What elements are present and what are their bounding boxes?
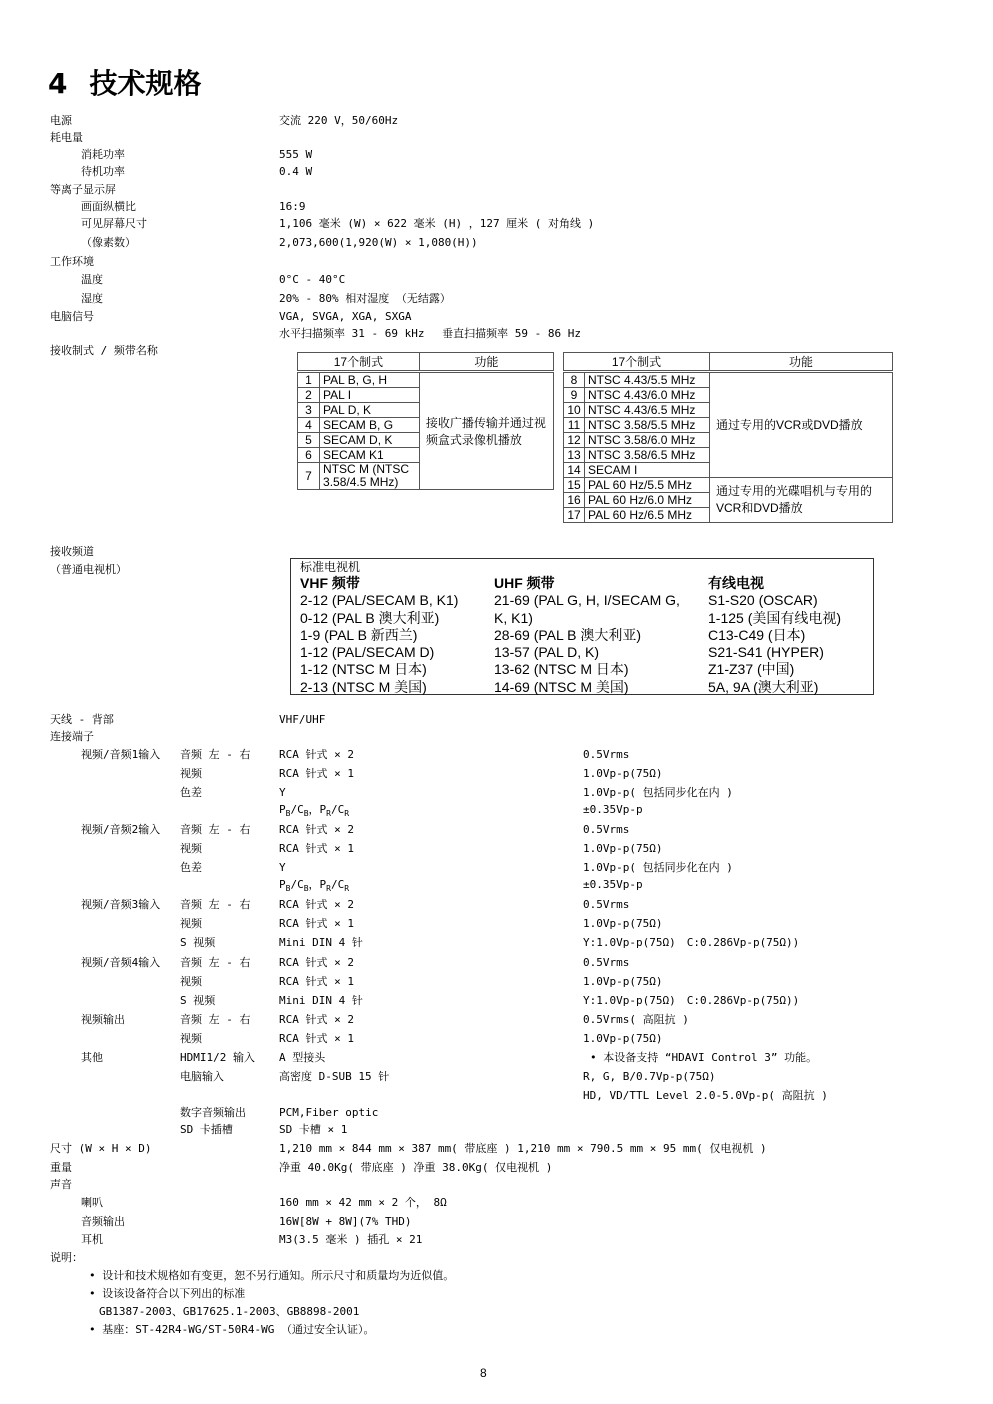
consumption-rated-label: 消耗功率 [81, 148, 125, 161]
av4-audio-spec: 0.5Vrms [583, 956, 630, 969]
system-number: 8 [564, 372, 585, 388]
av2-pbpr-spec: ±0.35Vp-p [583, 878, 643, 891]
screen-size-label: 可见屏幕尺寸 [81, 217, 147, 230]
sound-label: 声音 [50, 1178, 72, 1191]
dimensions-value: 1,210 mm × 844 mm × 387 mm( 带底座 ) 1,210 mm × 790.5 mm × 95 mm( 仅电视机 ) [279, 1142, 767, 1155]
aspect-value: 16:9 [279, 200, 306, 213]
table-row [564, 478, 893, 493]
list-item: 5A, 9A (澳大利亚) [708, 678, 819, 695]
system-number: 3 [298, 403, 320, 418]
av4-audio-label: 音频 左 - 右 [180, 956, 251, 969]
system-name: PAL I [320, 388, 420, 403]
pc-in-spec-sync: HD, VD/TTL Level 2.0-5.0Vp-p( 高阻抗 ) [583, 1089, 828, 1102]
av4-svideo-label: S 视频 [180, 994, 216, 1007]
av1-y-connector: Y [279, 786, 286, 799]
system-name: NTSC 3.58/6.0 MHz [585, 433, 710, 448]
av1-label: 视频/音频1输入 [81, 748, 161, 761]
av4-label: 视频/音频4输入 [81, 956, 161, 969]
note-item: • 设计和技术规格如有变更，恕不另行通知。所示尺寸和质量均为近似值。 [89, 1269, 455, 1282]
av3-audio-connector: RCA 针式 × 2 [279, 898, 354, 911]
system-number: 11 [564, 418, 585, 433]
system-number: 15 [564, 478, 585, 493]
pbpr-text: /C [290, 878, 304, 891]
av3-audio-label: 音频 左 - 右 [180, 898, 251, 911]
pbpr-text: P [279, 803, 286, 816]
av3-label: 视频/音频3输入 [81, 898, 161, 911]
list-item: Z1-Z37 (中国) [708, 661, 795, 678]
speaker-label: 喇叭 [81, 1196, 103, 1209]
av1-video-spec: 1.0Vp-p(75Ω) [583, 767, 663, 780]
vhf-column [300, 575, 458, 696]
system-name: SECAM B, G [320, 418, 420, 433]
pbpr-text: P [279, 878, 286, 891]
av2-audio-spec: 0.5Vrms [583, 823, 630, 836]
table-row [298, 372, 554, 388]
system-number: 4 [298, 418, 320, 433]
weight-label: 重量 [50, 1161, 72, 1174]
aspect-label: 画面纵横比 [81, 200, 136, 213]
list-item: 2-13 (NTSC M 美国) [300, 678, 427, 695]
channels-label: 接收频道 [50, 545, 94, 558]
system-number: 1 [298, 372, 320, 388]
uhf-header: UHF 频带 [494, 575, 555, 591]
channels-box-heading: 标准电视机 [300, 560, 361, 574]
pbpr-text: ，P [308, 803, 327, 816]
pbpr-sub: R [326, 809, 331, 818]
temperature-label: 温度 [81, 273, 103, 286]
av4-svideo-spec: Y:1.0Vp-p(75Ω) C:0.286Vp-p(75Ω)) [583, 994, 800, 1007]
vout-video-spec: 1.0Vp-p(75Ω) [583, 1032, 663, 1045]
system-number: 12 [564, 433, 585, 448]
list-item: 13-62 (NTSC M 日本) [494, 661, 629, 678]
system-number: 7 [298, 463, 320, 490]
channels-box [290, 558, 874, 695]
pbpr-text: ，P [308, 878, 327, 891]
system-name: NTSC 3.58/5.5 MHz [585, 418, 710, 433]
system-number: 17 [564, 508, 585, 523]
system-name: NTSC M (NTSC 3.58/4.5 MHz) [320, 463, 420, 490]
system-number: 6 [298, 448, 320, 463]
consumption-standby-label: 待机功率 [81, 165, 125, 178]
pc-in-label: 电脑输入 [180, 1070, 224, 1083]
list-item: 1-9 (PAL B 新西兰) [300, 626, 418, 643]
av1-video-label: 视频 [180, 767, 202, 780]
vout-audio-label: 音频 左 - 右 [180, 1013, 251, 1026]
pc-in-spec-rgb: R, G, B/0.7Vp-p(75Ω) [583, 1070, 716, 1083]
col-system-header: 17个制式 [564, 353, 710, 372]
temperature-value: 0°C - 40°C [279, 273, 346, 286]
pc-scan-value: 水平扫描频率 31 - 69 kHz 垂直扫描频率 59 - 86 Hz [279, 327, 581, 340]
list-item: C13-C49 (日本) [708, 626, 806, 643]
pbpr-sub: R [326, 884, 331, 893]
system-number: 14 [564, 463, 585, 478]
consumption-standby-value: 0.4 W [279, 165, 313, 178]
antenna-value: VHF/UHF [279, 713, 326, 726]
list-item: S1-S20 (OSCAR) [708, 592, 818, 609]
system-name: NTSC 4.43/6.5 MHz [585, 403, 710, 418]
col-system-header: 17个制式 [298, 353, 420, 372]
pixels-value: 2,073,600(1,920(W) × 1,080(H)) [279, 236, 478, 249]
pbpr-sub: B [285, 809, 291, 818]
system-name: PAL 60 Hz/6.0 MHz [585, 493, 710, 508]
av1-audio-connector: RCA 针式 × 2 [279, 748, 354, 761]
av3-video-connector: RCA 针式 × 1 [279, 917, 354, 930]
av1-component-label: 色差 [180, 786, 202, 799]
headphone-label: 耳机 [81, 1233, 103, 1246]
other-label: 其他 [81, 1051, 103, 1064]
pc-signal-label: 电脑信号 [50, 310, 94, 323]
av2-audio-connector: RCA 针式 × 2 [279, 823, 354, 836]
col-function-header: 功能 [710, 353, 893, 372]
av3-video-label: 视频 [180, 917, 202, 930]
audio-out-label: 音频输出 [81, 1215, 125, 1228]
right-function-1: 通过专用的VCR或DVD播放 [710, 372, 893, 478]
pbpr-sub: B [285, 884, 291, 893]
av1-pbpr-spec: ±0.35Vp-p [583, 803, 643, 816]
sd-label: SD 卡插槽 [180, 1123, 233, 1136]
humidity-label: 湿度 [81, 292, 103, 305]
section-title: 技术规格 [89, 67, 202, 100]
vout-label: 视频输出 [81, 1013, 125, 1026]
system-number: 2 [298, 388, 320, 403]
systems-table-right [563, 352, 893, 523]
vout-audio-connector: RCA 针式 × 2 [279, 1013, 354, 1026]
av2-video-spec: 1.0Vp-p(75Ω) [583, 842, 663, 855]
av4-svideo-connector: Mini DIN 4 针 [279, 994, 363, 1007]
av1-video-connector: RCA 针式 × 1 [279, 767, 354, 780]
av2-pbpr-connector [279, 878, 349, 896]
pbpr-text: /C [330, 803, 345, 816]
left-function: 接收广播传输并通过视频盒式录像机播放 [419, 372, 553, 490]
av3-svideo-spec: Y:1.0Vp-p(75Ω) C:0.286Vp-p(75Ω)) [583, 936, 800, 949]
system-name: NTSC 3.58/6.5 MHz [585, 448, 710, 463]
environment-label: 工作环境 [50, 255, 94, 268]
list-item: S21-S41 (HYPER) [708, 644, 824, 661]
audio-out-value: 16W[8W + 8W](7% THD) [279, 1215, 412, 1228]
pbpr-text: /C [330, 878, 345, 891]
power-label: 电源 [50, 114, 72, 127]
av1-pbpr-connector [279, 803, 349, 821]
av3-svideo-label: S 视频 [180, 936, 216, 949]
antenna-label: 天线 - 背部 [50, 713, 114, 726]
vout-video-label: 视频 [180, 1032, 202, 1045]
consumption-rated-value: 555 W [279, 148, 313, 161]
terminals-label: 连接端子 [50, 730, 94, 743]
system-name: PAL 60 Hz/6.5 MHz [585, 508, 710, 523]
av3-audio-spec: 0.5Vrms [583, 898, 630, 911]
vhf-header: VHF 频带 [300, 575, 360, 591]
system-name: SECAM I [585, 463, 710, 478]
list-item: K, K1) [494, 609, 533, 626]
page-title [48, 66, 202, 102]
system-name: SECAM K1 [320, 448, 420, 463]
system-number: 5 [298, 433, 320, 448]
channels-sub-label: （普通电视机） [50, 563, 127, 576]
headphone-value: M3(3.5 毫米 ) 插孔 × 21 [279, 1233, 423, 1246]
av2-label: 视频/音频2输入 [81, 823, 161, 836]
table-row [564, 372, 893, 388]
system-name: PAL B, G, H [320, 372, 420, 388]
power-value: 交流 220 V，50/60Hz [279, 114, 399, 127]
section-number: 4 [48, 67, 68, 100]
sd-value: SD 卡槽 × 1 [279, 1123, 348, 1136]
right-function-2: 通过专用的光碟唱机与专用的VCR和DVD播放 [710, 478, 893, 523]
system-number: 10 [564, 403, 585, 418]
cable-header: 有线电视 [708, 575, 764, 591]
vout-audio-spec: 0.5Vrms( 高阻抗 ) [583, 1013, 689, 1026]
list-item: 1-12 (NTSC M 日本) [300, 661, 427, 678]
dimensions-label: 尺寸 (W × H × D) [50, 1142, 152, 1155]
humidity-value: 20% - 80% 相对湿度 （无结露） [279, 292, 451, 305]
system-name: PAL D, K [320, 403, 420, 418]
system-name: NTSC 4.43/5.5 MHz [585, 372, 710, 388]
note-item: GB1387-2003、GB17625.1-2003、GB8898-2001 [99, 1305, 360, 1318]
av2-audio-label: 音频 左 - 右 [180, 823, 251, 836]
hdmi-label: HDMI1/2 输入 [180, 1051, 255, 1064]
note-item: • 设该设备符合以下列出的标准 [89, 1287, 246, 1300]
pc-in-value: 高密度 D-SUB 15 针 [279, 1070, 390, 1083]
cable-column [708, 575, 841, 696]
av3-video-spec: 1.0Vp-p(75Ω) [583, 917, 663, 930]
digital-audio-label: 数字音频输出 [180, 1106, 246, 1119]
system-name: PAL 60 Hz/5.5 MHz [585, 478, 710, 493]
pbpr-sub: R [344, 809, 350, 818]
system-number: 9 [564, 388, 585, 403]
note-item: • 基座：ST-42R4-WG/ST-50R4-WG （通过安全认证）。 [89, 1323, 375, 1336]
vout-video-connector: RCA 针式 × 1 [279, 1032, 354, 1045]
pixels-label: （像素数） [81, 236, 136, 249]
system-number: 13 [564, 448, 585, 463]
av1-y-spec: 1.0Vp-p( 包括同步化在内 ) [583, 786, 733, 799]
page-number: 8 [480, 1366, 487, 1380]
speaker-value: 160 mm × 42 mm × 2 个， 8Ω [279, 1196, 447, 1209]
hdmi-note: • 本设备支持 “HDAVI Control 3” 功能。 [590, 1051, 818, 1064]
av4-video-label: 视频 [180, 975, 202, 988]
av2-y-connector: Y [279, 861, 286, 874]
list-item: 1-12 (PAL/SECAM D) [300, 644, 435, 661]
av2-video-label: 视频 [180, 842, 202, 855]
av2-video-connector: RCA 针式 × 1 [279, 842, 354, 855]
systems-table-left [297, 352, 554, 490]
col-function-header: 功能 [419, 353, 553, 372]
panel-label: 等离子显示屏 [50, 183, 116, 196]
pbpr-text: /C [290, 803, 304, 816]
system-name: NTSC 4.43/6.0 MHz [585, 388, 710, 403]
av2-y-spec: 1.0Vp-p( 包括同步化在内 ) [583, 861, 733, 874]
consumption-label: 耗电量 [50, 131, 83, 144]
notes-label: 说明： [50, 1251, 83, 1264]
pbpr-sub: R [344, 884, 350, 893]
screen-size-value: 1,106 毫米 (W) × 622 毫米 (H) ，127 厘米 ( 对角线 ) [279, 217, 595, 230]
list-item: 14-69 (NTSC M 美国) [494, 678, 629, 695]
av3-svideo-connector: Mini DIN 4 针 [279, 936, 363, 949]
systems-label: 接收制式 / 频带名称 [50, 344, 158, 357]
list-item: 2-12 (PAL/SECAM B, K1) [300, 592, 459, 609]
pbpr-sub: B [303, 809, 309, 818]
av2-component-label: 色差 [180, 861, 202, 874]
system-number: 16 [564, 493, 585, 508]
list-item: 13-57 (PAL D, K) [494, 644, 600, 661]
hdmi-value: A 型接头 [279, 1051, 326, 1064]
av4-video-connector: RCA 针式 × 1 [279, 975, 354, 988]
digital-audio-value: PCM,Fiber optic [279, 1106, 379, 1119]
list-item: 28-69 (PAL B 澳大利亚) [494, 626, 642, 643]
av4-audio-connector: RCA 针式 × 2 [279, 956, 354, 969]
list-item: 0-12 (PAL B 澳大利亚) [300, 609, 440, 626]
weight-value: 净重 40.0Kg( 带底座 ) 净重 38.0Kg( 仅电视机 ) [279, 1161, 553, 1174]
av4-video-spec: 1.0Vp-p(75Ω) [583, 975, 663, 988]
system-name: SECAM D, K [320, 433, 420, 448]
list-item: 21-69 (PAL G, H, I/SECAM G, [494, 592, 680, 609]
av1-audio-label: 音频 左 - 右 [180, 748, 251, 761]
list-item: 1-125 (美国有线电视) [708, 609, 842, 626]
av1-audio-spec: 0.5Vrms [583, 748, 630, 761]
uhf-column [494, 575, 680, 696]
pbpr-sub: B [303, 884, 309, 893]
pc-signal-value: VGA, SVGA, XGA, SXGA [279, 310, 412, 323]
